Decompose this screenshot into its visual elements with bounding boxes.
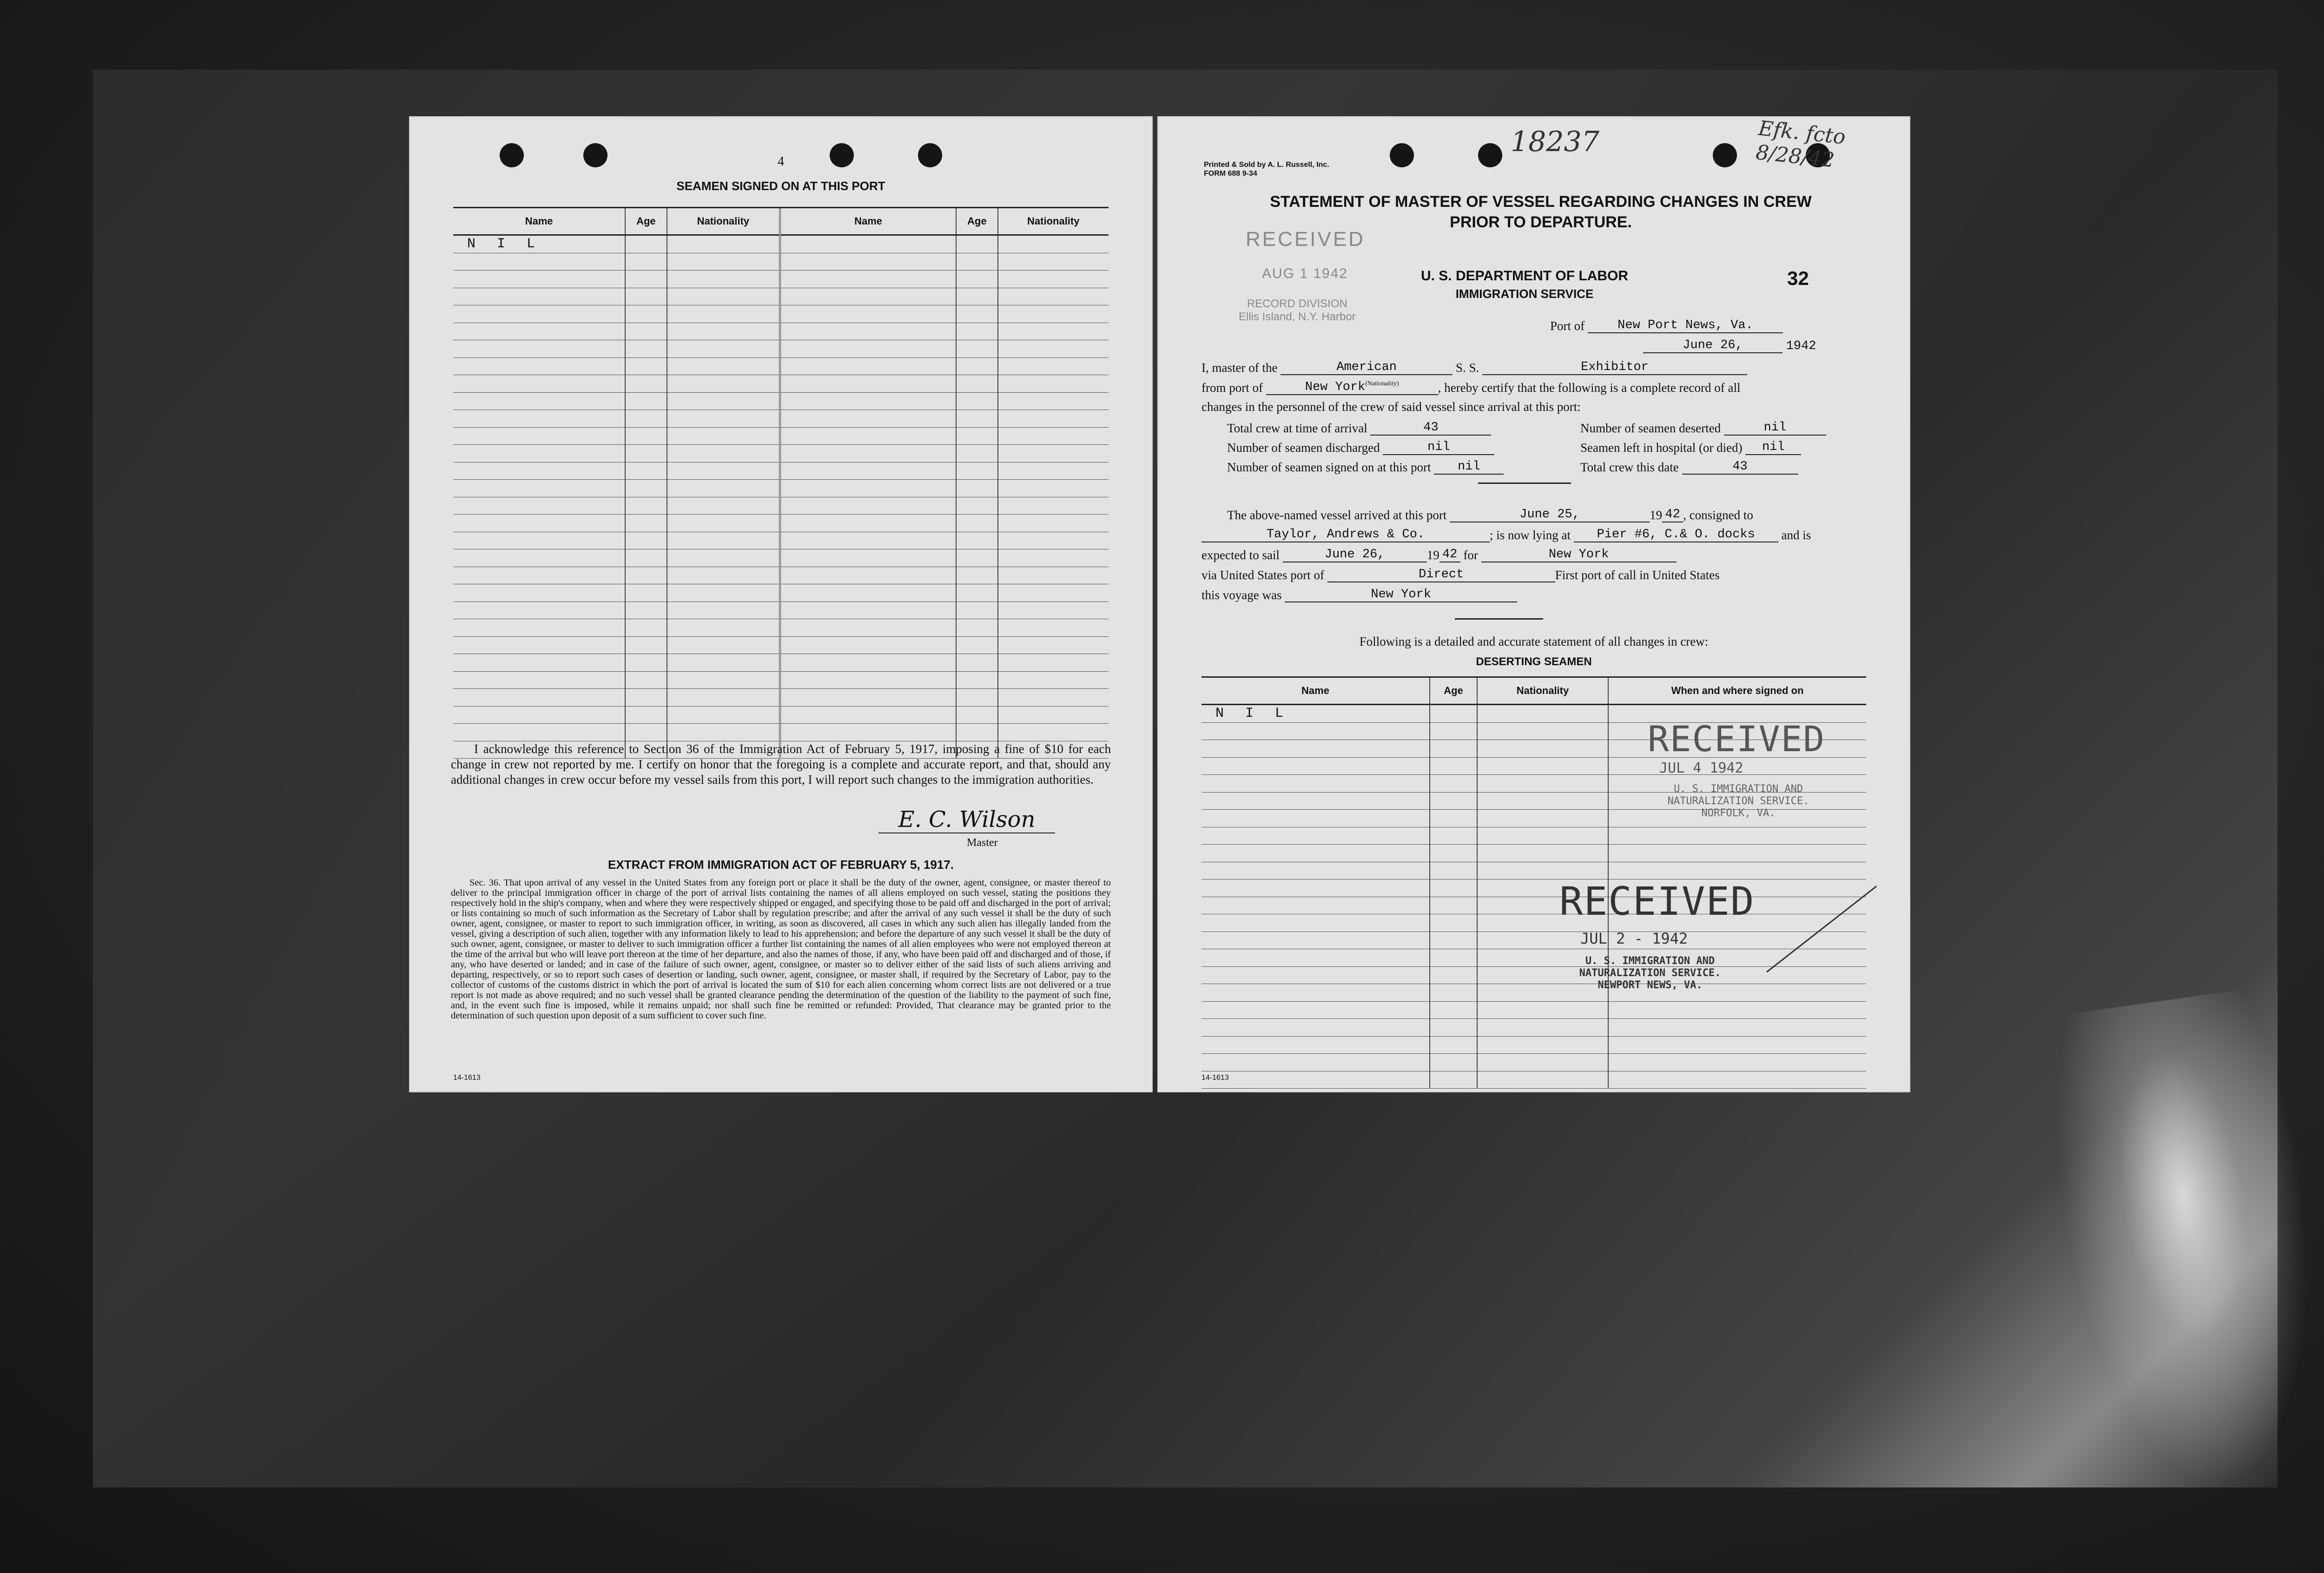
table-row [453, 445, 1109, 463]
table-row [453, 532, 1109, 549]
extract-title: EXTRACT FROM IMMIGRATION ACT OF FEBRUARY 5, 1917. [608, 858, 954, 872]
punch-hole [1713, 143, 1737, 167]
for-label: for [1463, 548, 1478, 562]
arrived-date: June 25, [1450, 508, 1650, 522]
via-line [1202, 568, 1720, 582]
signed-on-rows [453, 235, 1109, 759]
form-number: 14-1613 [453, 1074, 481, 1082]
table-row [453, 671, 1109, 689]
master-label: Master [967, 837, 998, 849]
discharged-value: nil [1383, 440, 1494, 455]
table-row [453, 392, 1109, 410]
port-line [1550, 318, 1783, 333]
right-page [1157, 116, 1910, 1092]
deserted-label: Number of seamen deserted [1580, 421, 1721, 435]
table-row [1202, 757, 1866, 775]
expected-year-prefix: 19 [1426, 548, 1439, 562]
table-row [453, 323, 1109, 340]
first-port-label: First port of call in United States [1555, 568, 1720, 582]
hospital-label: Seamen left in hospital (or died) [1580, 441, 1743, 455]
table-row [453, 462, 1109, 480]
handwritten-note-line: 8/28/42 [1755, 140, 1836, 172]
table-row [1202, 1019, 1866, 1037]
stamp-line: U. S. IMMIGRATION AND [1585, 955, 1715, 967]
service-name: IMMIGRATION SERVICE [1455, 287, 1594, 301]
received-stamp-date: AUG 1 1942 [1262, 266, 1348, 281]
table-row [453, 636, 1109, 654]
crew-arrival-line [1227, 421, 1491, 436]
stamp-line: NATURALIZATION SERVICE. [1579, 967, 1721, 979]
table-row [453, 271, 1109, 288]
received-stamp: RECEIVED [1246, 228, 1365, 251]
acknowledgement-text: I acknowledge this reference to Section 36 of the Immigration Act of February 5, 1917, imposing a fine of $10 for each change in crew not reported by me. I certify on honor that the foregoing is a complete and accurate report, and that, should any additional changes in crew occur before my vessel sails from this port, I will report such changes to the immigration authorities. [451, 742, 1111, 786]
certify-text: , hereby certify that the following is a complete record of all [1438, 381, 1741, 395]
table-row [453, 584, 1109, 602]
table-row [1202, 845, 1866, 862]
department-name: U. S. DEPARTMENT OF LABOR [1420, 268, 1629, 284]
from-port-line [1202, 380, 1740, 395]
consignee-value: Taylor, Andrews & Co. [1202, 528, 1490, 542]
stamp-line: U. S. IMMIGRATION AND [1673, 783, 1803, 795]
arrived-label: The above-named vessel arrived at this port [1227, 508, 1447, 522]
nationality-caption: (Nationality) [1365, 380, 1399, 387]
handwritten-note [1755, 116, 1847, 173]
table-row [1202, 984, 1866, 1002]
table-row [453, 288, 1109, 305]
divider [1455, 618, 1543, 620]
table-row [453, 410, 1109, 428]
col-nationality: Nationality [998, 208, 1109, 235]
table-row [453, 305, 1109, 323]
stamp-text-newport [1552, 955, 1748, 991]
table-row [453, 340, 1109, 358]
table-row [1202, 1071, 1866, 1089]
and-is-label: and is [1781, 528, 1811, 542]
table-row [453, 654, 1109, 672]
master-of-label: I, master of the [1202, 361, 1278, 375]
table-row [453, 515, 1109, 532]
form-number: 14-1613 [1202, 1074, 1229, 1082]
stamp-line: Ellis Island, N.Y. Harbor [1239, 311, 1356, 323]
handwritten-number: 18237 [1511, 126, 1599, 158]
page-number: 4 [778, 154, 784, 169]
arrived-year: 42 [1662, 508, 1683, 522]
col-age: Age [625, 208, 667, 235]
table-row [453, 706, 1109, 724]
stamp-date-newport: JUL 2 - 1942 [1580, 930, 1688, 947]
table-row [453, 567, 1109, 584]
form-code: FORM 688 9-34 [1204, 170, 1257, 178]
master-signature: E. C. Wilson [878, 806, 1055, 833]
nil-entry: N I L [1215, 706, 1290, 722]
signed-on-line [1227, 460, 1504, 475]
received-stamp-newport: RECEIVED [1559, 879, 1755, 924]
table-row [1202, 949, 1866, 967]
hospital-value: nil [1745, 440, 1801, 455]
hospital-line [1580, 440, 1801, 455]
col-name: Name [1202, 678, 1430, 705]
vessel-name: Exhibitor [1482, 360, 1747, 375]
nil-entry: N I L [467, 236, 542, 252]
lying-label: ; is now lying at [1490, 528, 1571, 542]
destination-value: New York [1481, 548, 1677, 562]
table-row [453, 601, 1109, 619]
col-name: Name [453, 208, 625, 235]
certify-line: changes in the personnel of the crew of said vessel since arrival at this port: [1202, 400, 1581, 414]
extract-body: Sec. 36. That upon arrival of any vessel in the United States from any foreign port or place it shall be the duty of the owner, agent, consignee, or master thereof to deliver to the principal immigration officer in charge of the port of arrival lists containing the names of all aliens employed on such vessel, stating the positions they respectively hold in the ship's company, when and where they were respectively shipped or engaged, and specifying those to be paid off and discharged in the port of arrival; or lists containing so much of such information as the Secretary of Labor shall by regulation prescribe; and after the arrival of any such vessel it shall be the duty of such owner, agent, consignee, or master to report to such immigration officer, in writing, as soon as discovered, all cases in which any such alien has illegally landed from the vessel, giving a description of such alien, together with any information likely to lead to his apprehension; and before the departure of any such vessel it shall be the duty of such owner, agent, consignee, or master to deliver to such immigration officer a further list containing the names of all alien employees who were not employed thereon at the time of the arrival but who will leave port thereon at the time of her departure, and also the names of those, if any, who have been paid off and discharged and of those, if any, who have deserted or landed; and in case of the failure of such owner, agent, consignee, or master so to deliver either of the said lists of such aliens arriving and departing, respectively, or so to report such cases of desertion or landing, such owner, agent, consignee, or master shall, if required by the Secretary of Labor, pay to the collector of customs of the customs district in which the port of arrival is located the sum of $10 for each alien concerning whom correct lists are not delivered or a true report is not made as above required; and no such vessel shall be granted clearance pending the determination of the question of the liability to the payment of such fine, and, in the event such fine is imposed, while it remains unpaid; nor shall such fine be remitted or refunded: Provided, That clearance may be granted prior to the determination of such question upon deposit of a sum sufficient to cover such fine. [451, 878, 1111, 1021]
deserting-rows [1202, 705, 1866, 1089]
port-value: New Port News, Va. [1588, 318, 1783, 333]
deserting-heading: DESERTING SEAMEN [1476, 655, 1592, 668]
via-value: Direct [1327, 568, 1555, 582]
via-label: via United States port of [1202, 568, 1324, 582]
total-crew-label: Total crew this date [1580, 460, 1679, 474]
col-age: Age [956, 208, 997, 235]
statement-title [1185, 192, 1896, 232]
arrived-year-prefix: 19 [1650, 508, 1663, 522]
table-row [1202, 827, 1866, 845]
left-heading: SEAMEN SIGNED ON AT THIS PORT [676, 179, 885, 193]
port-label: Port of [1550, 319, 1585, 333]
lying-value: Pier #6, C.& O. docks [1574, 528, 1778, 542]
signed-on-value: nil [1434, 460, 1504, 475]
table-row [1202, 966, 1866, 984]
master-line [1202, 360, 1747, 375]
department-heading [1404, 267, 1645, 303]
voyage-value: New York [1285, 588, 1517, 602]
from-port-value [1266, 380, 1438, 395]
table-row [453, 549, 1109, 567]
title-line: PRIOR TO DEPARTURE. [1450, 213, 1632, 231]
consigned-label: , consigned to [1683, 508, 1753, 522]
deserted-value: nil [1724, 421, 1826, 436]
from-port-text: New York [1305, 380, 1366, 394]
signed-on-label: Number of seamen signed on at this port [1227, 460, 1431, 474]
table-row [453, 619, 1109, 637]
table-row [453, 689, 1109, 707]
table-row [453, 497, 1109, 515]
stamp-line: RECORD DIVISION [1247, 297, 1347, 310]
discharged-label: Number of seamen discharged [1227, 441, 1380, 455]
signed-on-table [453, 207, 1109, 759]
discharged-line [1227, 440, 1494, 455]
expected-date: June 26, [1283, 548, 1427, 562]
expected-year: 42 [1439, 548, 1460, 562]
punch-hole [1390, 143, 1414, 167]
received-stamp-norfolk: RECEIVED [1648, 718, 1826, 760]
handwritten-note-line: Efk. fcto [1757, 116, 1847, 149]
col-name: Name [780, 208, 956, 235]
date-line [1643, 338, 1820, 353]
printer-credit [1204, 160, 1329, 178]
table-row [453, 235, 1109, 253]
stamp-text-norfolk [1641, 783, 1836, 820]
consignee-line [1202, 528, 1811, 542]
stamp-line: NEWPORT NEWS, VA. [1598, 979, 1703, 991]
table-row [1202, 1001, 1866, 1019]
ss-label: S. S. [1455, 361, 1479, 375]
voyage-label: this voyage was [1202, 588, 1282, 602]
col-signed-on: When and where signed on [1608, 678, 1866, 705]
table-row [1202, 932, 1866, 949]
deserted-line [1580, 421, 1826, 436]
col-nationality: Nationality [667, 208, 780, 235]
table-row [1202, 1054, 1866, 1071]
table-row [1202, 897, 1866, 914]
nationality-value: American [1281, 360, 1452, 375]
expected-line [1202, 548, 1677, 562]
table-row [1202, 862, 1866, 879]
arrived-line [1227, 508, 1753, 522]
stamp-line: NORFOLK, VA. [1701, 807, 1776, 819]
table-row [453, 375, 1109, 393]
left-page [409, 116, 1153, 1092]
expected-label: expected to sail [1202, 548, 1280, 562]
table-row [1202, 914, 1866, 932]
title-line: STATEMENT OF MASTER OF VESSEL REGARDING CHANGES IN CREW [1270, 193, 1812, 211]
table-row [453, 480, 1109, 497]
divider [1478, 482, 1571, 484]
table-row [453, 427, 1109, 445]
date-year: 1942 [1786, 339, 1816, 353]
document-number: 32 [1787, 267, 1809, 289]
table-row [1202, 879, 1866, 897]
stamp-date-norfolk: JUL 4 1942 [1659, 760, 1743, 776]
table-row [453, 724, 1109, 741]
following-text: Following is a detailed and accurate statement of all changes in crew: [1359, 634, 1709, 648]
table-row [1202, 1036, 1866, 1054]
crew-arrival-label: Total crew at time of arrival [1227, 421, 1367, 435]
from-port-label: from port of [1202, 381, 1263, 395]
punch-hole [1478, 143, 1502, 167]
col-age: Age [1430, 678, 1477, 705]
record-division-stamp [1239, 297, 1356, 324]
table-row [453, 357, 1109, 375]
stamp-line: NATURALIZATION SERVICE. [1667, 795, 1809, 807]
table-row [453, 253, 1109, 271]
col-nationality: Nationality [1477, 678, 1608, 705]
date-value: June 26, [1643, 338, 1783, 353]
printer-line: Printed & Sold by A. L. Russell, Inc. [1204, 161, 1329, 169]
crew-arrival-value: 43 [1370, 421, 1491, 436]
total-crew-value: 43 [1682, 460, 1798, 475]
total-crew-line [1580, 460, 1798, 475]
voyage-line [1202, 588, 1517, 602]
